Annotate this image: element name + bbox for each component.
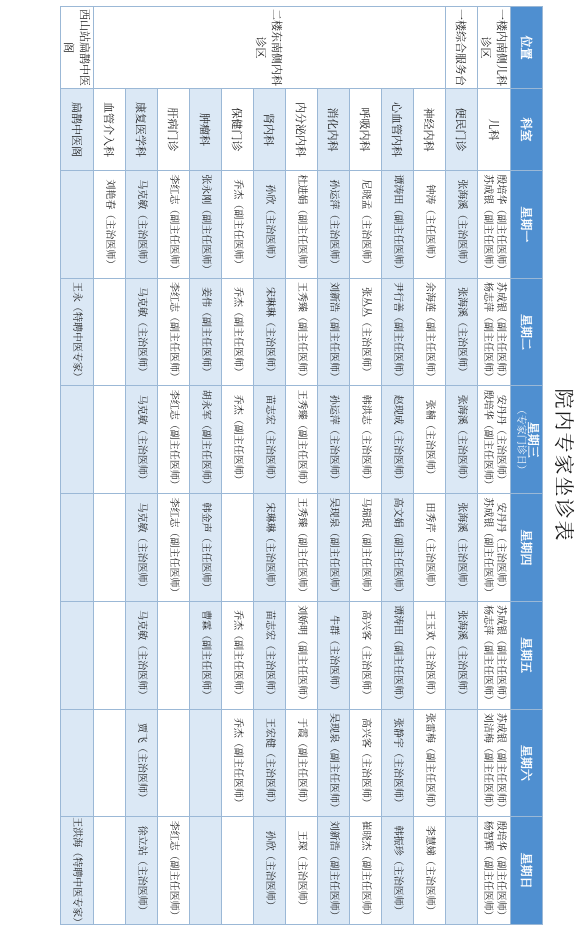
doctor-cell [446, 171, 478, 279]
doctor-entry: 苏成银（副主任医师） [495, 712, 506, 813]
table-row [222, 7, 254, 925]
doctor-entry: 乔杰（副主任医师） [232, 287, 243, 378]
doctor-cell [222, 817, 254, 925]
doctor-entry: 孙欣（主治医师） [264, 184, 275, 265]
header-thursday: 星期四 [511, 494, 543, 602]
doctor-entry: 宋琳琳（主治医师） [264, 502, 275, 593]
schedule-table [60, 6, 543, 928]
header-friday: 星期五 [511, 601, 543, 709]
doctor-entry: 张海溪（主治医师） [456, 287, 467, 378]
doctor-cell [126, 709, 158, 817]
doctor-entry: 张海溪（主治医师） [456, 394, 467, 485]
doctor-entry: 王琛（主治医师） [296, 830, 307, 911]
doctor-cell [382, 709, 414, 817]
doctor-cell [222, 171, 254, 279]
doctor-cell [318, 817, 350, 925]
table-row [61, 7, 94, 925]
doctor-entry: 刘新浩（副主任医师） [328, 820, 339, 921]
doctor-entry: 刘洁梅（副主任医师） [482, 712, 493, 813]
doctor-entry: 苗志宏（主治医师） [264, 610, 275, 701]
doctor-cell [318, 709, 350, 817]
doctor-cell [61, 494, 94, 602]
location-cell: 一楼内南侧儿科诊区 [478, 7, 511, 89]
doctor-cell [94, 386, 126, 494]
doctor-entry: 杨志萍（副主任医师） [482, 605, 493, 706]
doctor-entry: 余海莲（副主任医师） [424, 282, 435, 383]
doctor-cell [382, 817, 414, 925]
table-row [446, 7, 478, 925]
table-row [190, 7, 222, 925]
doctor-entry: 刘艳春（主治医师） [104, 179, 115, 270]
doctor-entry: 苗志宏（主治医师） [264, 394, 275, 485]
table-row [158, 7, 190, 925]
doctor-cell [446, 278, 478, 386]
doctor-cell [61, 171, 94, 279]
doctor-cell [190, 601, 222, 709]
doctor-cell [158, 278, 190, 386]
doctor-cell [94, 278, 126, 386]
doctor-cell [94, 601, 126, 709]
doctor-entry: 尹行善（副主任医师） [392, 282, 403, 383]
doctor-entry: 乔杰（副主任医师） [232, 394, 243, 485]
doctor-cell [318, 171, 350, 279]
doctor-cell [382, 171, 414, 279]
doctor-cell [350, 601, 382, 709]
page-title: 院内专家坐诊表 [552, 388, 576, 543]
doctor-cell [414, 278, 446, 386]
doctor-cell [61, 278, 94, 386]
doctor-cell [158, 171, 190, 279]
doctor-entry: 钟涛（主任医师） [424, 184, 435, 265]
department-cell: 肿瘤科 [190, 89, 222, 171]
doctor-cell [126, 278, 158, 386]
doctor-entry: 苏成银（副主任医师） [495, 605, 506, 706]
doctor-cell [158, 601, 190, 709]
department-cell: 儿科 [478, 89, 511, 171]
header-saturday: 星期六 [511, 709, 543, 817]
table-row [254, 7, 286, 925]
doctor-entry: 赵现成（主治医师） [392, 394, 403, 485]
doctor-entry: 王秀臻（副主任医师） [296, 282, 307, 383]
doctor-entry: 苏成银（副主任医师） [495, 282, 506, 383]
department-cell: 便民门诊 [446, 89, 478, 171]
doctor-entry: 高兴客（主治医师） [360, 610, 371, 701]
doctor-cell [222, 709, 254, 817]
doctor-entry: 王玉欢（主治医师） [424, 610, 435, 701]
doctor-cell [478, 171, 511, 279]
doctor-cell [254, 494, 286, 602]
doctor-cell [414, 601, 446, 709]
header-sunday: 星期日 [511, 817, 543, 925]
doctor-entry: 曹霖（副主任医师） [200, 610, 211, 701]
doctor-cell [126, 494, 158, 602]
doctor-entry: 孙运萍（主治医师） [328, 394, 339, 485]
doctor-cell [286, 709, 318, 817]
doctor-cell [190, 494, 222, 602]
doctor-entry: 谭涛田（副主任医师） [392, 174, 403, 275]
doctor-entry: 高兴客（主治医师） [360, 717, 371, 808]
header-wednesday [511, 386, 543, 494]
doctor-cell [126, 171, 158, 279]
header-tuesday: 星期二 [511, 278, 543, 386]
doctor-entry: 崔晓杰（副主任医师） [360, 820, 371, 921]
header-wednesday-note: （专家门诊日） [515, 404, 526, 475]
doctor-entry: 王秀臻（副主任医师） [296, 497, 307, 598]
doctor-cell [286, 817, 318, 925]
location-cell: 西山站扁鹊中医阁 [61, 7, 94, 89]
doctor-entry: 高文娟（副主任医师） [392, 497, 403, 598]
department-cell: 神经内科 [414, 89, 446, 171]
doctor-cell [190, 171, 222, 279]
department-cell: 心血管内科 [382, 89, 414, 171]
doctor-entry: 王宏健（主治医师） [264, 717, 275, 808]
doctor-cell [286, 494, 318, 602]
doctor-entry: 乔杰（副主任医师） [232, 179, 243, 270]
doctor-entry: 韩金声（主任医师） [200, 502, 211, 593]
doctor-entry: 韩振珍（主治医师） [392, 825, 403, 916]
doctor-cell [222, 601, 254, 709]
doctor-cell [222, 494, 254, 602]
doctor-cell [126, 601, 158, 709]
doctor-entry: 吴现泉（副主任医师） [328, 712, 339, 813]
doctor-entry: 安丹丹（主治医师） [495, 502, 506, 593]
doctor-cell [414, 386, 446, 494]
table-row [286, 7, 318, 925]
doctor-entry: 张海溪（主治医师） [456, 179, 467, 270]
doctor-entry: 王洪海（特聘中医专家） [71, 817, 83, 928]
doctor-cell [478, 494, 511, 602]
doctor-cell [446, 386, 478, 494]
doctor-entry: 殷培华（副主任医师） [495, 820, 506, 921]
doctor-cell [350, 386, 382, 494]
table-row [350, 7, 382, 925]
doctor-entry: 张海溪（主治医师） [456, 502, 467, 593]
doctor-entry: 安丹丹（主治医师） [495, 394, 506, 485]
doctor-cell [158, 494, 190, 602]
doctor-entry: 张海溪（主治医师） [456, 610, 467, 701]
doctor-cell [446, 817, 478, 925]
doctor-entry: 谭涛田（副主任医师） [392, 605, 403, 706]
header-location: 位置 [511, 7, 543, 89]
doctor-entry: 乔杰（副主任医师） [232, 717, 243, 808]
doctor-cell [94, 709, 126, 817]
doctor-entry: 孙运萍（主治医师） [328, 179, 339, 270]
doctor-cell [190, 817, 222, 925]
department-cell: 肝病门诊 [158, 89, 190, 171]
doctor-cell [254, 386, 286, 494]
department-cell: 康复医学科 [126, 89, 158, 171]
doctor-cell [414, 494, 446, 602]
doctor-entry: 于霞（副主任医师） [296, 717, 307, 808]
doctor-entry: 李红志（副主任医师） [168, 282, 179, 383]
doctor-entry: 张楠（主治医师） [424, 399, 435, 480]
doctor-entry: 吴现泉（副主任医师） [328, 497, 339, 598]
doctor-cell [414, 709, 446, 817]
doctor-entry: 李红志（副主任医师） [168, 820, 179, 921]
table-row [478, 7, 511, 925]
doctor-cell [478, 278, 511, 386]
doctor-entry: 马克敏（主治医师） [136, 610, 147, 701]
doctor-cell [350, 171, 382, 279]
doctor-entry: 刘新浩（副主任医师） [328, 282, 339, 383]
doctor-entry: 马克敏（主治医师） [136, 287, 147, 378]
doctor-cell [382, 601, 414, 709]
doctor-cell [61, 817, 94, 928]
doctor-cell [478, 386, 511, 494]
doctor-cell [382, 494, 414, 602]
doctor-cell [446, 709, 478, 817]
doctor-entry: 李红志（副主任医师） [168, 497, 179, 598]
doctor-cell [286, 171, 318, 279]
doctor-cell [446, 494, 478, 602]
doctor-entry: 李慧娣（主治医师） [424, 825, 435, 916]
doctor-entry: 宋琳琳（主治医师） [264, 287, 275, 378]
table-row [318, 7, 350, 925]
doctor-entry: 李红志（副主任医师） [168, 389, 179, 490]
header-department: 科室 [511, 89, 543, 171]
doctor-entry: 马克敏（主治医师） [136, 394, 147, 485]
doctor-cell [94, 171, 126, 279]
doctor-entry: 徐立站（主治医师） [136, 825, 147, 916]
doctor-cell [478, 817, 511, 925]
doctor-cell [254, 601, 286, 709]
doctor-entry: 牛群（主治医师） [328, 615, 339, 696]
department-cell: 肾内科 [254, 89, 286, 171]
doctor-cell [126, 817, 158, 925]
doctor-entry: 殷培华（副主任医师） [495, 174, 506, 275]
doctor-entry: 田秀芹（主治医师） [424, 502, 435, 593]
doctor-cell [350, 709, 382, 817]
doctor-cell [286, 386, 318, 494]
doctor-cell [350, 278, 382, 386]
doctor-entry: 韩洪志（主治医师） [360, 394, 371, 485]
doctor-cell [158, 386, 190, 494]
header-wednesday-label: 星期三 [526, 421, 540, 458]
doctor-entry: 尼晓孟（主治医师） [360, 179, 371, 270]
doctor-cell [94, 494, 126, 602]
doctor-cell [61, 601, 94, 709]
doctor-cell [254, 709, 286, 817]
department-cell: 血管介入科 [94, 89, 126, 171]
department-cell: 消化内科 [318, 89, 350, 171]
table-row [414, 7, 446, 925]
doctor-entry: 苏成银（副主任医师） [482, 497, 493, 598]
doctor-cell [350, 494, 382, 602]
doctor-cell [126, 386, 158, 494]
doctor-cell [61, 709, 94, 817]
doctor-entry: 杨志萍（副主任医师） [482, 282, 493, 383]
doctor-entry: 马克敏（主治医师） [136, 179, 147, 270]
doctor-entry: 贾飞（主治医师） [136, 722, 147, 803]
doctor-entry: 张丛丛（主治医师） [360, 287, 371, 378]
doctor-cell [94, 817, 126, 925]
schedule-body [61, 7, 511, 928]
location-cell: 二楼东南侧内科诊区 [94, 7, 446, 89]
department-cell: 内分泌内科 [286, 89, 318, 171]
table-row [382, 7, 414, 925]
doctor-entry: 姜伟（副主任医师） [200, 287, 211, 378]
doctor-cell [414, 817, 446, 925]
header-monday: 星期一 [511, 171, 543, 279]
table-row [94, 7, 126, 925]
table-row [126, 7, 158, 925]
doctor-entry: 苏成银（副主任医师） [482, 174, 493, 275]
doctor-entry: 刘娇明（副主任医师） [296, 605, 307, 706]
department-cell: 保健门诊 [222, 89, 254, 171]
department-cell: 扁鹊中医阁 [61, 89, 94, 171]
doctor-cell [478, 709, 511, 817]
doctor-cell [318, 386, 350, 494]
doctor-cell [254, 817, 286, 925]
doctor-entry: 马瑞珉（副主任医师） [360, 497, 371, 598]
location-cell: 一楼综合服务台 [446, 7, 478, 89]
department-cell: 呼吸内科 [350, 89, 382, 171]
doctor-entry: 杨智辉（副主任医师） [482, 820, 493, 921]
doctor-entry: 李红志（副主任医师） [168, 174, 179, 275]
doctor-cell [222, 386, 254, 494]
doctor-entry: 王秀臻（副主任医师） [296, 389, 307, 490]
doctor-cell [158, 817, 190, 925]
doctor-entry: 张静宇（主治医师） [392, 717, 403, 808]
doctor-cell [318, 494, 350, 602]
doctor-entry: 乔杰（副主任医师） [232, 610, 243, 701]
doctor-cell [190, 386, 222, 494]
doctor-cell [318, 278, 350, 386]
doctor-cell [286, 601, 318, 709]
doctor-entry: 张永刚（副主任医师） [200, 174, 211, 275]
doctor-entry: 杜进娟（副主任医师） [296, 174, 307, 275]
doctor-cell [158, 709, 190, 817]
doctor-cell [190, 278, 222, 386]
doctor-entry: 王永（特聘中医专家） [71, 282, 83, 383]
doctor-cell [382, 386, 414, 494]
doctor-cell [61, 386, 94, 494]
doctor-cell [254, 278, 286, 386]
doctor-cell [478, 601, 511, 709]
doctor-cell [286, 278, 318, 386]
doctor-cell [446, 601, 478, 709]
doctor-cell [254, 171, 286, 279]
doctor-entry: 马克敏（主治医师） [136, 502, 147, 593]
doctor-cell [382, 278, 414, 386]
doctor-entry: 胡永军（副主任医师） [200, 389, 211, 490]
doctor-cell [222, 278, 254, 386]
doctor-cell [350, 817, 382, 925]
header-row [511, 7, 543, 925]
doctor-entry: 张雷梅（副主任医师） [424, 712, 435, 813]
doctor-cell [190, 709, 222, 817]
doctor-entry: 殷培华（副主任医师） [482, 389, 493, 490]
doctor-cell [318, 601, 350, 709]
doctor-entry: 孙欣（主治医师） [264, 830, 275, 911]
doctor-cell [414, 171, 446, 279]
